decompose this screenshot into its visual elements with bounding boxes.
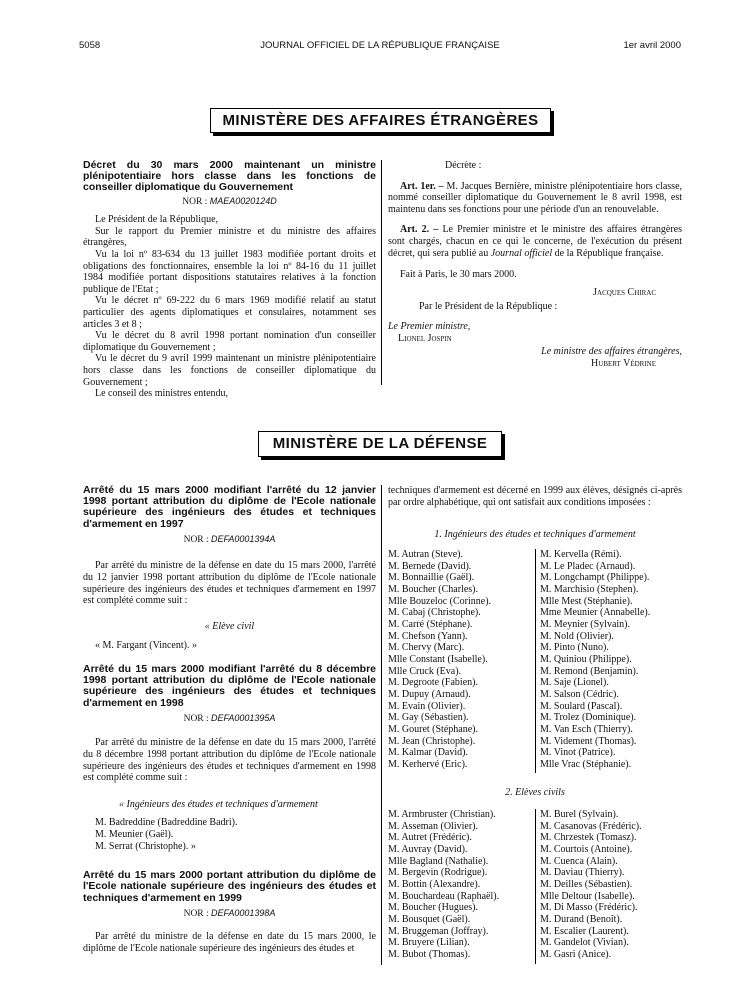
preamble-line: Vu le décret du 8 avril 1998 portant nomination d'un conseiller diplomatique du Gouvernement ;	[83, 330, 376, 353]
section-1-list-left	[388, 549, 533, 770]
graduate-list-item: M. Longchampt (Philippe).	[540, 572, 650, 584]
graduate-list-item: M. Di Masso (Frédéric).	[540, 902, 638, 914]
graduate-list-item: M. Gandelot (Vivian).	[540, 937, 629, 949]
graduate-list-item: M. Kervella (Rémi).	[540, 549, 622, 560]
arrete-1-nor: NOR : DEFA0001394A	[183, 533, 276, 545]
graduate-list-item: M. Videment (Thomas).	[540, 735, 637, 747]
column-divider	[381, 485, 382, 965]
mae-title: Le ministre des affaires étrangères,	[541, 346, 682, 358]
graduate-list-item: M. Jean (Christophe).	[388, 735, 476, 747]
graduate-list-item: M. Daviau (Thierry).	[540, 867, 625, 879]
preamble-line: Vu le décret du 9 avril 1999 maintenant un ministre plénipotentiaire hors classe dans les fonctions de conseiller diplomatique du Gouvernement ;	[83, 353, 376, 388]
arrete-2-entry: M. Meunier (Gaël).	[95, 828, 174, 840]
graduate-list-item: M. Boucher (Charles).	[388, 583, 478, 595]
preamble-line: Le conseil des ministres entendu,	[95, 388, 229, 400]
preamble-line: Sur le rapport du Premier ministre et du ministre des affaires étrangères,	[83, 225, 376, 249]
graduate-list-item: M. Kerhervé (Eric).	[388, 758, 468, 770]
arrete-2-nor: NOR : DEFA0001395A	[183, 712, 276, 724]
graduate-list-item: M. Trolez (Dominique).	[540, 712, 637, 724]
arrete-3-body: Par arrêté du ministre de la défense en date du 15 mars 2000, le diplôme de l'Ecole nationale supérieure des ingénieurs des études et	[83, 931, 376, 954]
graduate-list-item: M. Bouchardeau (Raphaël).	[388, 890, 500, 902]
graduate-list-item: M. Chrzestek (Tomasz).	[540, 832, 637, 844]
graduate-list-item: M. Salson (Cédric).	[540, 688, 619, 700]
decree-nor: NOR : MAEA0020124D	[182, 195, 277, 207]
fait-a-paris: Fait à Paris, le 30 mars 2000.	[400, 269, 517, 281]
graduate-list-item: Mlle Cruck (Eva).	[388, 665, 462, 677]
issue-date: 1er avril 2000	[623, 40, 681, 51]
arrete-2-entry: M. Serrat (Christophe). »	[95, 840, 196, 852]
graduate-list-item: Mme Meunier (Annabelle).	[540, 607, 651, 619]
article-1: Art. 1er. – M. Jacques Bernière, ministre plénipotentiaire hors classe, nommé conseiller diplomatique du Gouvernement le 8 avril 1998, est maintenu dans ses fonctions pour une période d'un an renouvelable.	[388, 180, 683, 215]
graduate-list-item: M. Chefson (Yann).	[388, 630, 468, 642]
graduate-list-item: Mlle Vrac (Stéphanie).	[540, 758, 632, 770]
graduate-list-item: Mlle Constant (Isabelle).	[388, 653, 488, 665]
list-divider	[535, 549, 536, 773]
graduate-list-item: M. Armbruster (Christian).	[388, 809, 496, 820]
page-number: 5058	[79, 40, 101, 51]
graduate-list-item: M. Bonnaillie (Gaël).	[388, 572, 475, 584]
graduate-list-item: M. Durand (Benoît).	[540, 913, 623, 925]
graduate-list-item: M. Vinot (Patrice).	[540, 747, 616, 759]
graduate-list-item: M. Nold (Olivier).	[540, 630, 614, 642]
graduate-list-item: M. Bottin (Alexandre).	[388, 878, 481, 890]
ministry-heading-affaires-etrangeres	[210, 108, 551, 133]
graduate-list-item: M. Gay (Sébastien).	[388, 712, 469, 724]
list-divider	[535, 809, 536, 964]
section-1-heading: 1. Ingénieurs des études et techniques d'armement	[434, 529, 636, 540]
graduate-list-item: Mlle Bouzeloc (Corinne).	[388, 595, 492, 607]
column-divider	[381, 160, 382, 385]
graduate-list-item: M. Cuenca (Alain).	[540, 855, 618, 867]
graduate-list-item: Mlle Bagland (Nathalie).	[388, 855, 489, 867]
graduate-list-item: M. Le Pladec (Arnaud).	[540, 560, 636, 572]
signer-president: Jacques Chirac	[593, 286, 656, 298]
graduate-list-item: M. Chervy (Marc).	[388, 642, 465, 654]
graduate-list-item: M. Asseman (Olivier).	[388, 820, 478, 832]
article-2: Art. 2. – Le Premier ministre et le ministre des affaires étrangères sont chargés, chacun en ce qui le concerne, de l'exécution du présent décret, qui sera publié au Journal officiel de la République française.	[388, 224, 682, 259]
graduate-list-item: M. Autret (Frédéric).	[388, 832, 472, 844]
decrete: Décrète :	[445, 160, 482, 171]
arrete-1-title: Arrêté du 15 mars 2000 modifiant l'arrêté du 12 janvier 1998 portant attribution du diplôme de l'Ecole nationale supérieure des ingénieurs des études et techniques d'armement en 1997	[83, 484, 376, 530]
graduate-list-item: M. Autran (Steve).	[388, 549, 463, 560]
pm-title: Le Premier ministre,	[388, 320, 471, 332]
arrete-1-heading: « Elève civil	[204, 620, 255, 632]
ministry-title: MINISTÈRE DE LA DÉFENSE	[272, 435, 488, 452]
graduate-list-item: M. Van Esch (Thierry).	[540, 723, 633, 735]
graduate-list-item: M. Escalier (Laurent).	[540, 925, 629, 937]
graduate-list-item: M. Cabaj (Christophe).	[388, 607, 481, 619]
graduate-list-item: M. Remond (Benjamin).	[540, 665, 639, 677]
ministry-heading-defense	[258, 431, 502, 457]
ministry-title: MINISTÈRE DES AFFAIRES ÉTRANGÈRES	[222, 112, 539, 129]
graduate-list-item: M. Auvray (David).	[388, 843, 468, 855]
graduate-list-item: M. Degroote (Fabien).	[388, 677, 478, 689]
arrete-2-entry: M. Badreddine (Badreddine Badri).	[95, 817, 238, 829]
preamble-line: Vu la loi nº 83-634 du 13 juillet 1983 modifiée portant droits et obligations des fonctionnaires, ensemble la loi nº 84-16 du 11 juillet 1984 modifiée portant dispositions statutaires relatives à la fonction publique de l'Etat ;	[83, 248, 376, 295]
decree-left-column	[83, 160, 376, 400]
arrete-3-nor: NOR : DEFA0001398A	[183, 907, 276, 919]
pm-name: Lionel Jospin	[398, 332, 452, 344]
graduate-list-item: M. Dupuy (Arnaud).	[388, 688, 471, 700]
graduate-list-item: M. Burel (Sylvain).	[540, 809, 619, 820]
section-1-list-right	[540, 549, 685, 770]
graduate-list-item: M. Bernede (David).	[388, 560, 472, 572]
section-2-heading: 2. Elèves civils	[505, 787, 565, 798]
graduate-list-item: M. Kalmar (David).	[388, 747, 468, 759]
arrete-1-entry: « M. Fargant (Vincent). »	[95, 640, 197, 652]
graduate-list-item: M. Gouret (Stéphane).	[388, 723, 478, 735]
graduate-list-item: M. Bruggeman (Joffray).	[388, 925, 489, 937]
graduate-list-item: Mlle Mest (Stéphanie).	[540, 595, 633, 607]
decree-title: Décret du 30 mars 2000 maintenant un ministre plénipotentiaire hors classe dans les fonctions de conseiller diplomatique du Gouvernement	[83, 159, 376, 194]
par-le-president: Par le Président de la République :	[419, 301, 558, 313]
preamble-line: Le Président de la République,	[95, 214, 219, 226]
journal-title: JOURNAL OFFICIEL DE LA RÉPUBLIQUE FRANÇAISE	[260, 40, 500, 51]
graduate-list-item: M. Quiniou (Philippe).	[540, 653, 632, 665]
section-2-list-left	[388, 809, 533, 961]
arrete-3-continuation: techniques d'armement est décerné en 1999 aux élèves, désignés ci-après par ordre alphabétique, qui ont satisfait aux conditions imposées :	[388, 485, 682, 508]
preamble-line: Vu le décret nº 69-222 du 6 mars 1969 modifié relatif au statut particulier des agents diplomatiques et consulaires, notamment ses articles 3 et 8 ;	[83, 295, 376, 330]
decree-right-column	[388, 160, 682, 369]
mae-name: Hubert Védrine	[591, 357, 656, 369]
graduate-list-item: M. Courtois (Antoine).	[540, 843, 633, 855]
graduate-list-item: M. Saje (Lionel).	[540, 677, 609, 689]
graduate-list-item: M. Carré (Stéphane).	[388, 618, 473, 630]
graduate-list-item: M. Bruyere (Lilian).	[388, 937, 470, 949]
section-2-list-right	[540, 809, 685, 961]
graduate-list-item: M. Boucher (Hugues).	[388, 902, 478, 914]
graduate-list-item: M. Marchisio (Stephen).	[540, 583, 639, 595]
graduate-list-item: M. Bubot (Thomas).	[388, 948, 471, 960]
defense-left-column	[83, 485, 376, 955]
graduate-list-item: M. Bergevin (Rodrigue).	[388, 867, 488, 879]
arrete-3-title: Arrêté du 15 mars 2000 portant attribution du diplôme de l'Ecole nationale supérieure des ingénieurs des études et techniques d'armement en 1999	[83, 869, 376, 904]
graduate-list-item: Mlle Deltour (Isabelle).	[540, 890, 635, 902]
graduate-list-item: M. Evain (Olivier).	[388, 700, 466, 712]
graduate-list-item: M. Meynier (Sylvain).	[540, 618, 630, 630]
nor-code: MAEA0020124D	[209, 195, 277, 206]
graduate-list-item: M. Bousquet (Gaël).	[388, 913, 471, 925]
graduate-list-item: M. Soulard (Pascal).	[540, 700, 623, 712]
graduate-list-item: M. Casanovas (Frédéric).	[540, 820, 642, 832]
graduate-list-item: M. Gasri (Anice).	[540, 948, 612, 960]
arrete-2-body: Par arrêté du ministre de la défense en date du 15 mars 2000, l'arrêté du 8 décembre 1998 portant attribution du diplôme de l'Ecole nationale supérieure des ingénieurs des études et techniques d'armement en 1998 est complété comme suit :	[83, 737, 376, 784]
running-header	[79, 40, 681, 54]
graduate-list-item: M. Deilles (Sébastien).	[540, 878, 633, 890]
graduate-list-item: M. Pinto (Nuno).	[540, 642, 609, 654]
defense-right-column	[388, 485, 682, 508]
arrete-2-title: Arrêté du 15 mars 2000 modifiant l'arrêté du 8 décembre 1998 portant attribution du diplôme de l'Ecole nationale supérieure des ingénieurs des études et techniques d'armement en 1998	[83, 662, 376, 709]
arrete-2-heading: « Ingénieurs des études et techniques d'armement	[119, 798, 318, 810]
arrete-1-body: Par arrêté du ministre de la défense en date du 15 mars 2000, l'arrêté du 12 janvier 1998 portant attribution du diplôme de l'Ecole nationale supérieure des ingénieurs des études et techniques d'armement en 1997 est complété comme suit :	[83, 560, 376, 607]
